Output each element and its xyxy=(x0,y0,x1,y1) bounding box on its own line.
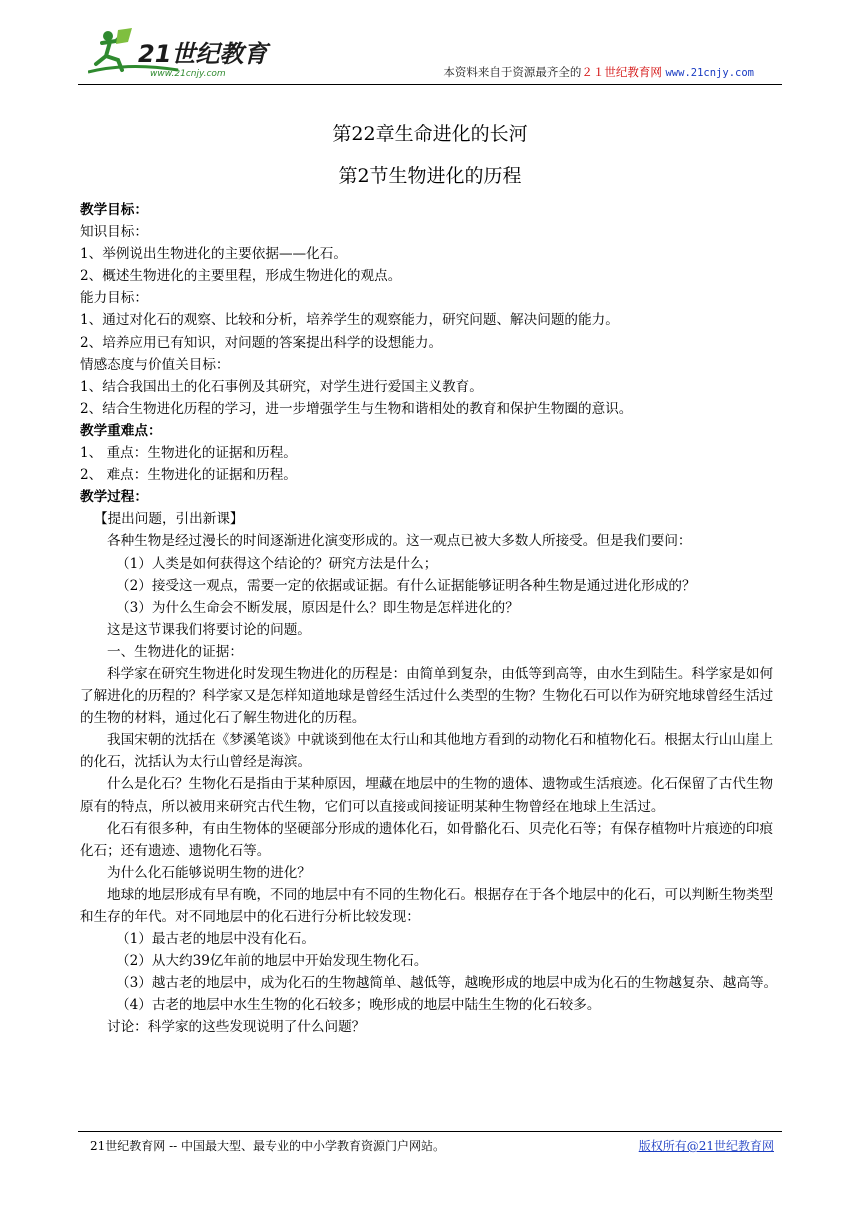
logo-text: 21世纪教育 xyxy=(138,40,268,68)
header-note-prefix: 本资料来自于资源最齐全的 xyxy=(443,65,582,79)
body-paragraph: 为什么化石能够说明生物的进化？ xyxy=(107,864,311,881)
header-note-site[interactable]: ２１世纪教育网 xyxy=(581,65,662,79)
header-note-url[interactable]: www.21cnjy.com xyxy=(665,67,754,79)
header-source-note xyxy=(443,64,754,80)
body-paragraph: 讨论：科学家的这些发现说明了什么问题？ xyxy=(107,1019,366,1036)
body-paragraph: 这是这节课我们将要讨论的问题。 xyxy=(107,621,311,638)
section-heading: 教学重难点： xyxy=(80,422,162,439)
body-paragraph: （4）古老的地层中水生生物的化石较多；晚形成的地层中陆生生物的化石较多。 xyxy=(116,997,601,1014)
body-paragraph: 2、结合生物进化历程的学习，进一步增强学生与生物和谐相处的教育和保护生物圈的意识。 xyxy=(80,400,633,417)
footer-copyright-link[interactable]: 版权所有@21世纪教育网 xyxy=(638,1139,774,1153)
section-title: 第2节生物进化的历程 xyxy=(338,165,522,187)
body-paragraph: 各种生物是经过漫长的时间逐渐进化演变形成的。这一观点已被大多数人所接受。但是我们要问： xyxy=(107,533,692,550)
body-paragraph: （1）人类是如何获得这个结论的？研究方法是什么； xyxy=(116,555,438,572)
21cnjy-logo[interactable] xyxy=(88,26,288,80)
body-paragraph: 我国宋朝的沈括在《梦溪笔谈》中就谈到他在太行山和其他地方看到的动物化石和植物化石。根据太行山山崖上的化石，沈括认为太行山曾经是海滨。 xyxy=(80,732,774,771)
body-paragraph: 2、 难点：生物进化的证据和历程。 xyxy=(80,467,297,484)
page-header xyxy=(78,22,782,85)
body-paragraph: 什么是化石？生物化石是指由于某种原因，埋藏在地层中的生物的遗体、遗物或生活痕迹。化石保留了古代生物原有的特点，所以被用来研究古代生物，它们可以直接或间接证明某种生物曾经在地球上生活过。 xyxy=(80,776,774,815)
section-heading: 教学目标： xyxy=(80,202,148,218)
body-paragraph: 2、培养应用已有知识，对问题的答案提出科学的设想能力。 xyxy=(80,334,443,351)
body-paragraph: 1、举例说出生物进化的主要依据——化石。 xyxy=(80,246,347,263)
body-paragraph: 情感态度与价值关目标： xyxy=(80,356,230,373)
chapter-title: 第22章生命进化的长河 xyxy=(332,123,528,145)
body-paragraph: （3）为什么生命会不断发展，原因是什么？即生物是怎样进化的？ xyxy=(116,599,519,616)
body-paragraph: 知识目标： xyxy=(80,224,148,241)
body-paragraph: 1、结合我国出土的化石事例及其研究，对学生进行爱国主义教育。 xyxy=(80,378,483,395)
body-paragraph: 1、通过对化石的观察、比较和分析，培养学生的观察能力，研究问题、解决问题的能力。 xyxy=(80,312,619,329)
section-heading: 教学过程： xyxy=(80,489,148,506)
body-paragraph: 2、概述生物进化的主要里程，形成生物进化的观点。 xyxy=(80,268,402,285)
body-paragraph: 能力目标： xyxy=(80,290,148,307)
logo-url: www.21cnjy.com xyxy=(150,69,226,79)
body-paragraph: 1、 重点：生物进化的证据和历程。 xyxy=(80,445,297,462)
footer-tagline: 21世纪教育网 -- 中国最大型、最专业的中小学教育资源门户网站。 xyxy=(90,1139,446,1153)
body-paragraph: 地球的地层形成有早有晚，不同的地层中有不同的生物化石。根据存在于各个地层中的化石，可以判断生物类型和生存的年代。对不同地层中的化石进行分析比较发现： xyxy=(80,886,774,925)
body-paragraph: 科学家在研究生物进化时发现生物进化的历程是：由简单到复杂，由低等到高等，由水生到陆生。科学家是如何了解进化的历程的？科学家又是怎样知道地球是曾经生活过什么类型的生物？生物化石可以作为研究地球曾经生活过的生物的材料，通过化石了解生物进化的历程。 xyxy=(80,665,774,727)
footer-divider xyxy=(78,1131,782,1132)
body-paragraph: 化石有很多种，有由生物体的坚硬部分形成的遗体化石，如骨骼化石、贝壳化石等；有保存植物叶片痕迹的印痕化石；还有遗迹、遗物化石等。 xyxy=(80,820,774,859)
document-body xyxy=(80,199,785,1039)
body-paragraph: （3）越古老的地层中，成为化石的生物越简单、越低等，越晚形成的地层中成为化石的生物越复杂、越高等。 xyxy=(116,975,778,992)
body-paragraph: （2）从大约39亿年前的地层中开始发现生物化石。 xyxy=(116,953,428,970)
body-paragraph: （1）最古老的地层中没有化石。 xyxy=(116,931,315,948)
body-paragraph: （2）接受这一观点，需要一定的依据或证据。有什么证据能够证明各种生物是通过进化形成的？ xyxy=(116,577,696,594)
body-paragraph: 【提出问题，引出新课】 xyxy=(94,511,244,528)
body-paragraph: 一、生物进化的证据： xyxy=(107,643,243,660)
